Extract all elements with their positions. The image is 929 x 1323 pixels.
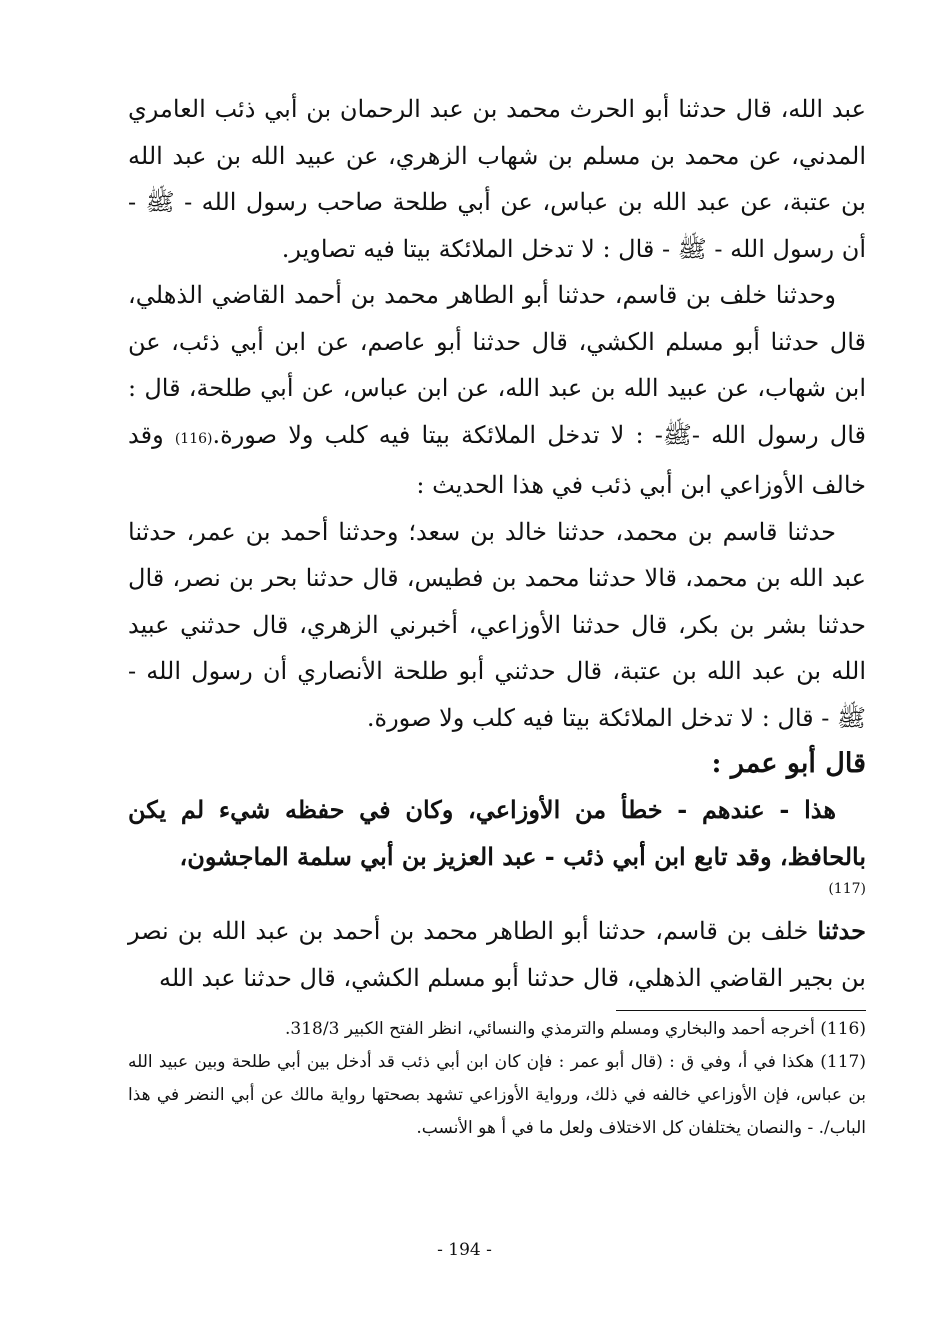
commentary-paragraph: هذا - عندهم - خطأ من الأوزاعي، وكان في حفظه شيء لم يكن بالحافظ، وقد تابع ابن أبي ذئب - عبد العزيز بن أبي سلمة الماجشون، [128, 795, 866, 871]
footnote-116-text: أخرجه أحمد والبخاري ومسلم والترمذي والنسائي، انظر الفتح الكبير 318/3. [285, 1019, 815, 1039]
footnote-117-number: (117) [820, 1052, 866, 1072]
main-text [128, 86, 866, 900]
footnote-116 [128, 1013, 866, 1046]
paragraph-1: عبد الله، قال حدثنا أبو الحرث محمد بن عبد الرحمان بن أبي ذئب العامري المدني، عن محمد بن مسلم بن شهاب الزهري، عن عبيد الله بن عبد الله بن عتبة، عن عبد الله بن عباس، عن أبي طلحة صاحب رسول الله - ﷺ - أن رسول الله - ﷺ - قال : لا تدخل الملائكة بيتا فيه تصاوير. [128, 95, 866, 263]
paragraph-4 [128, 908, 866, 1001]
footnotes [128, 1013, 866, 1145]
footnote-117-text: هكذا في أ، وفي ق : (قال أبو عمر : فإن كان ابن أبي ذئب قد أدخل بين أبي طلحة وبين عبيد الله بن عباس، فإن الأوزاعي خالفه في ذلك، ورواية الأوزاعي تشهد بصحتها رواية مالك عن أبي النضر في هذا الباب/. - والنصان يختلفان كل الاختلاف ولعل ما في أ هو الأنسب. [128, 1052, 866, 1138]
paragraph-2 [128, 272, 866, 509]
footnote-117 [128, 1046, 866, 1145]
paragraph-4-text: خلف بن قاسم، حدثنا أبو الطاهر محمد بن أحمد بن عبد الله بن نصر بن بجير القاضي الذهلي، قال حدثنا أبو مسلم الكشي، قال حدثنا عبد الله [128, 917, 866, 992]
page-number: - 194 - [437, 1240, 492, 1260]
paragraph-3: حدثنا قاسم بن محمد، حدثنا خالد بن سعد؛ وحدثنا أحمد بن عمر، حدثنا عبد الله بن محمد، قالا حدثنا محمد بن فطيس، قال حدثنا بحر بن نصر، قال حدثنا بشر بن بكر، قال حدثنا الأوزاعي، أخبرني الزهري، قال حدثني عبيد الله بن عبد الله بن عتبة، قال حدثني أبو طلحة الأنصاري أن رسول الله - ﷺ - قال : لا تدخل الملائكة بيتا فيه كلب ولا صورة. [128, 517, 866, 732]
paragraph-4-lead: حدثنا [817, 916, 866, 945]
footnote-116-number: (116) [820, 1019, 866, 1039]
paragraph-2-text: وحدثنا خلف بن قاسم، حدثنا أبو الطاهر محمد بن أحمد القاضي الذهلي، قال حدثنا أبو مسلم الكشي، قال حدثنا أبو عاصم، عن ابن أبي ذئب، عن ابن شهاب، عن عبيد الله بن عبد الله، عن ابن عباس، عن أبي طلحة، قال : قال رسول الله -ﷺ- : لا تدخل الملائكة بيتا فيه كلب ولا صورة. [128, 281, 866, 449]
continuation-text [128, 908, 866, 1001]
footnote-ref-117: (117) [828, 881, 866, 897]
footnote-divider [616, 1010, 866, 1011]
section-heading: قال أبو عمر : [711, 748, 866, 779]
footnote-ref-116: (116) [174, 430, 213, 447]
paragraph-2-continuation: وقد خالف الأوزاعي ابن أبي ذئب في هذا الحديث : [128, 420, 866, 499]
